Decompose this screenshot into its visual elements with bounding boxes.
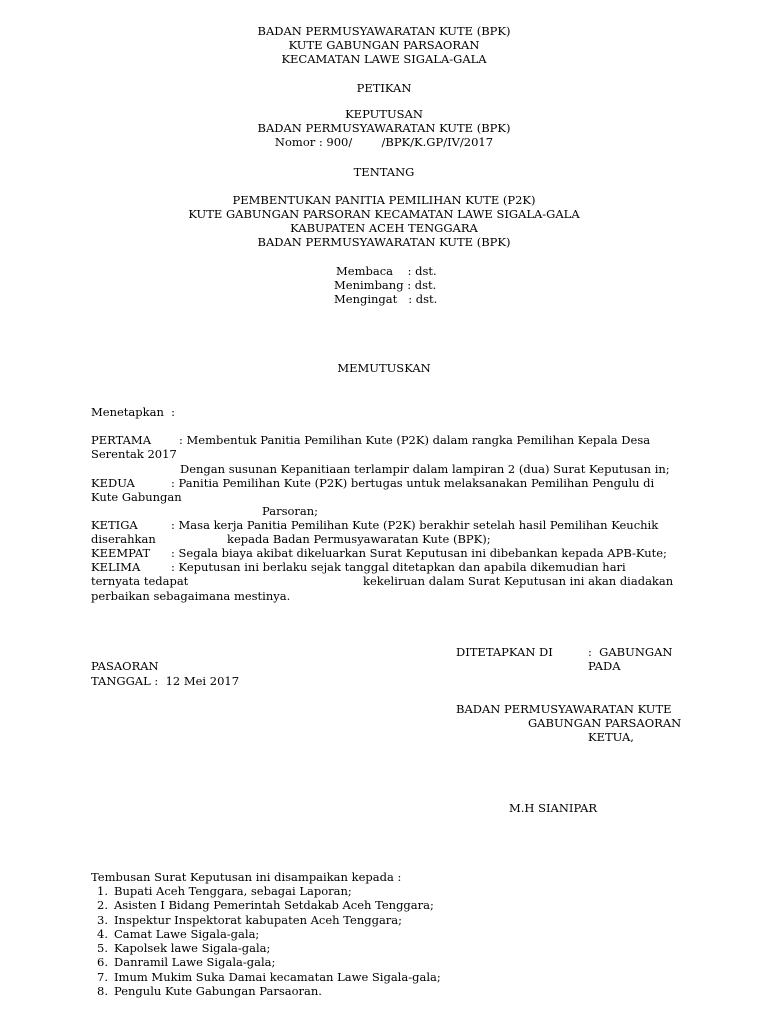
list-item-text: Pengulu Kute Gabungan Parsaoran. bbox=[114, 984, 322, 999]
kedua-continuation: Kute Gabungan bbox=[91, 490, 182, 504]
petikan-heading: PETIKAN bbox=[356, 81, 412, 95]
ketiga-continuation-b: kepada Badan Permusyawaratan Kute (BPK); bbox=[227, 532, 491, 546]
pertama-note: Dengan susunan Kepanitiaan terlampir dalam lampiran 2 (dua) Surat Keputusan in; bbox=[180, 462, 670, 476]
kedua-continuation-2: Parsoran; bbox=[262, 504, 319, 518]
list-item bbox=[92, 913, 441, 927]
ditetapkan-value: : GABUNGAN bbox=[588, 645, 673, 659]
kelima-continuation-b: kekeliruan dalam Surat Keputusan ini akan diadakan bbox=[363, 574, 674, 588]
list-item-text: Bupati Aceh Tenggara, sebagai Laporan; bbox=[114, 884, 352, 898]
kedua-label: KEDUA bbox=[91, 476, 135, 490]
list-number: 6. bbox=[97, 955, 108, 970]
list-number: 1. bbox=[97, 884, 108, 898]
list-item-text: Camat Lawe Sigala-gala; bbox=[114, 926, 260, 941]
kelima-continuation-2: perbaikan sebagaimana mestinya. bbox=[91, 589, 291, 603]
tembusan-list bbox=[92, 884, 441, 998]
memutuskan-heading: MEMUTUSKAN bbox=[337, 361, 431, 375]
keempat-label: KEEMPAT bbox=[91, 546, 151, 560]
list-item-text: Danramil Lawe Sigala-gala; bbox=[114, 955, 276, 970]
subject-line-3: KABUPATEN ACEH TENGGARA bbox=[290, 221, 478, 235]
pertama-text: : Membentuk Panitia Pemilihan Kute (P2K) dalam rangka Pemilihan Kepala Desa bbox=[179, 433, 651, 447]
subject-line-1: PEMBENTUKAN PANITIA PEMILIHAN KUTE (P2K) bbox=[232, 193, 536, 207]
kelima-continuation-a: ternyata tedapat bbox=[91, 574, 189, 588]
list-number: 3. bbox=[97, 912, 108, 927]
list-item-text: Asisten I Bidang Pemerintah Setdakab Aceh Tenggara; bbox=[114, 898, 434, 913]
list-number: 7. bbox=[97, 969, 108, 984]
list-item-text: Imum Mukim Suka Damai kecamatan Lawe Sigala-gala; bbox=[114, 969, 441, 984]
list-item-text: Inspektur Inspektorat kabupaten Aceh Tenggara; bbox=[114, 912, 403, 927]
list-number: 5. bbox=[97, 941, 108, 956]
kelima-label: KELIMA bbox=[91, 560, 141, 574]
tanggal-line: TANGGAL : 12 Mei 2017 bbox=[91, 674, 240, 688]
header-line-3: KECAMATAN LAWE SIGALA-GALA bbox=[281, 52, 487, 66]
list-item bbox=[92, 984, 441, 998]
list-item-text: Kapolsek lawe Sigala-gala; bbox=[114, 941, 271, 956]
list-item bbox=[92, 927, 441, 941]
pasaoran-label: PASAORAN bbox=[91, 659, 159, 673]
kelima-text: : Keputusan ini berlaku sejak tanggal ditetapkan dan apabila dikemudian hari bbox=[171, 560, 626, 574]
ditetapkan-label: DITETAPKAN DI bbox=[456, 645, 553, 659]
keputusan-nomor: Nomor : 900/ /BPK/K.GP/IV/2017 bbox=[274, 135, 494, 149]
list-number: 2. bbox=[97, 898, 108, 913]
pada-label: PADA bbox=[588, 659, 621, 673]
ketiga-text: : Masa kerja Panitia Pemilihan Kute (P2K) berakhir setelah hasil Pemilihan Keuchik bbox=[171, 518, 659, 532]
ketiga-continuation-a: diserahkan bbox=[91, 532, 156, 546]
signatory-org-line-1: BADAN PERMUSYAWARATAN KUTE bbox=[456, 702, 672, 716]
tentang-heading: TENTANG bbox=[353, 165, 415, 179]
signatory-org-line-2: GABUNGAN PARSAORAN bbox=[528, 716, 682, 730]
consideration-menimbang: Menimbang : dst. bbox=[334, 278, 437, 292]
header-line-1: BADAN PERMUSYAWARATAN KUTE (BPK) bbox=[257, 24, 511, 38]
consideration-mengingat: Mengingat : dst. bbox=[334, 292, 438, 306]
tembusan-heading: Tembusan Surat Keputusan ini disampaikan kepada : bbox=[91, 870, 402, 884]
keempat-text: : Segala biaya akibat dikeluarkan Surat Keputusan ini dibebankan kepada APB-Kute; bbox=[171, 546, 667, 560]
list-item bbox=[92, 941, 441, 955]
header-line-2: KUTE GABUNGAN PARSAORAN bbox=[288, 38, 480, 52]
kedua-text: : Panitia Pemilihan Kute (P2K) bertugas untuk melaksanakan Pemilihan Pengulu di bbox=[171, 476, 655, 490]
list-number: 4. bbox=[97, 926, 108, 941]
keputusan-body: BADAN PERMUSYAWARATAN KUTE (BPK) bbox=[257, 121, 511, 135]
signatory-title: KETUA, bbox=[588, 730, 634, 744]
pertama-label: PERTAMA bbox=[91, 433, 152, 447]
keputusan-title: KEPUTUSAN bbox=[345, 107, 423, 121]
consideration-membaca: Membaca : dst. bbox=[336, 264, 437, 278]
ketiga-label: KETIGA bbox=[91, 518, 138, 532]
menetapkan-label: Menetapkan : bbox=[91, 405, 176, 419]
list-item bbox=[92, 884, 441, 898]
list-item bbox=[92, 955, 441, 969]
list-item bbox=[92, 970, 441, 984]
list-item bbox=[92, 898, 441, 912]
subject-line-2: KUTE GABUNGAN PARSORAN KECAMATAN LAWE SIGALA-GALA bbox=[188, 207, 580, 221]
subject-line-4: BADAN PERMUSYAWARATAN KUTE (BPK) bbox=[257, 235, 511, 249]
list-number: 8. bbox=[97, 984, 108, 999]
pertama-continuation: Serentak 2017 bbox=[91, 447, 177, 461]
signatory-name: M.H SIANIPAR bbox=[509, 801, 598, 815]
